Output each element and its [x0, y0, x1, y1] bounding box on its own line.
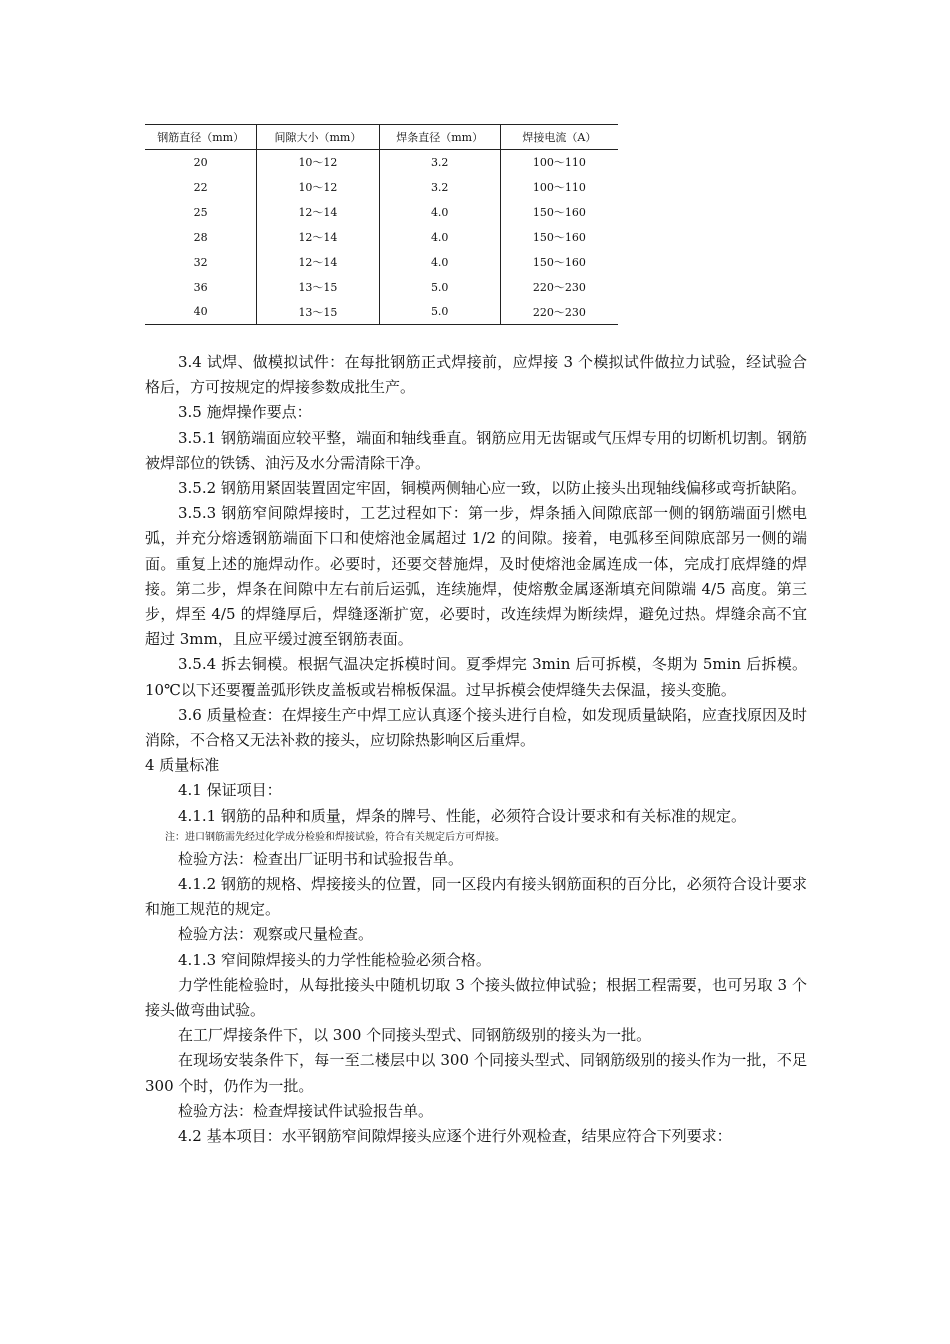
table-cell: 4.0 — [379, 200, 500, 225]
section-4-1-heading: 4.1 保证项目： — [178, 781, 282, 800]
inspection-method-1: 检验方法：检查出厂证明书和试验报告单。 — [178, 849, 464, 868]
section-3-5-3-process: 3.5.3 钢筋窄间隙焊接时，工艺过程如下：第一步，焊条插入间隙底部一侧的钢筋端面引燃电弧，并充分熔透钢筋端面下口和使熔池金属超过 1/2 的间隙。接着，电弧移至间隙底部另一侧的端面。重复上述的施焊动作。必要时，还要交替施焊，及时使熔池金属连成一体，完成打底焊缝的焊接。第二步，焊条在间隙中左右前后运弧，连续施焊，使熔敷金属逐渐填充间隙端 4/5 高度。第三步，焊至 4/5 的焊缝厚后，焊缝逐渐扩宽，必要时，改连续焊为断续焊，避免过热。焊缝余高不宜超过 3mm，且应平缓过渡至钢筋表面。 — [145, 504, 807, 649]
section-3-5-1-bar-end: 3.5.1 钢筋端面应较平整，端面和轴线垂直。钢筋应用无齿锯或气压焊专用的切断机切割。钢筋被焊部位的铁锈、油污及水分需清除干净。 — [145, 428, 807, 472]
table-cell: 12～14 — [257, 225, 379, 250]
header-bar-diameter: 钢筋直径（mm） — [145, 125, 257, 150]
factory-batch-paragraph: 在工厂焊接条件下，以 300 个同接头型式、同钢筋级别的接头为一批。 — [178, 1026, 652, 1045]
table-cell: 12～14 — [257, 250, 379, 275]
body-text — [145, 350, 807, 1149]
table-cell: 100～110 — [500, 150, 618, 175]
section-4-1-1-materials: 4.1.1 钢筋的品种和质量，焊条的牌号、性能，必须符合设计要求和有关标准的规定。 — [178, 806, 746, 825]
mechanical-test-paragraph: 力学性能检验时，从每批接头中随机切取 3 个接头做拉伸试验；根据工程需要，也可另取 3 个接头做弯曲试验。 — [145, 975, 807, 1020]
table-cell: 3.2 — [379, 150, 500, 175]
table-cell: 28 — [193, 230, 208, 244]
section-4-1-2-specification: 4.1.2 钢筋的规格、焊接接头的位置，同一区段内有接头钢筋面积的百分比，必须符合设计要求和施工规范的规定。 — [145, 875, 807, 919]
table-cell: 13～15 — [257, 275, 379, 300]
table-row — [145, 150, 618, 175]
table-cell: 20 — [193, 155, 208, 169]
section-3-5-heading: 3.5 施焊操作要点： — [178, 403, 312, 422]
section-3-5-2-clamping: 3.5.2 钢筋用紧固装置固定牢固，铜模两侧轴心应一致，以防止接头出现轴线偏移或弯折缺陷。 — [178, 479, 806, 498]
table-row — [145, 200, 618, 225]
table-cell: 5.0 — [379, 275, 500, 300]
table-cell: 40 — [145, 300, 257, 325]
section-4-1-3-mechanical: 4.1.3 窄间隙焊接头的力学性能检验必须合格。 — [178, 950, 491, 969]
table-cell: 10～12 — [257, 150, 379, 175]
table-cell: 22 — [193, 180, 208, 194]
table-cell: 220～230 — [500, 300, 618, 325]
table-cell: 150～160 — [500, 250, 618, 275]
table-cell: 5.0 — [379, 300, 500, 325]
section-3-6-quality-check: 3.6 质量检查：在焊接生产中焊工应认真逐个接头进行自检，如发现质量缺陷，应查找原因及时消除，不合格又无法补救的接头，应切除热影响区后重焊。 — [145, 705, 807, 750]
table-cell: 12～14 — [257, 200, 379, 225]
table-row — [145, 300, 618, 325]
section-4-2-basic-items: 4.2 基本项目：水平钢筋窄间隙焊接头应逐个进行外观检查，结果应符合下列要求： — [178, 1127, 732, 1146]
table-cell: 4.0 — [379, 225, 500, 250]
inspection-method-3: 检验方法：检查焊接试件试验报告单。 — [178, 1101, 434, 1120]
table-cell: 36 — [193, 280, 208, 294]
table-cell: 13～15 — [257, 300, 379, 325]
site-batch-paragraph: 在现场安装条件下，每一至二楼层中以 300 个同接头型式、同钢筋级别的接头作为一批，不足 300 个时，仍作为一批。 — [145, 1051, 807, 1095]
table-cell: 4.0 — [379, 250, 500, 275]
table-cell: 220～230 — [500, 275, 618, 300]
table-header-row — [145, 125, 618, 150]
section-4-heading: 4 质量标准 — [145, 756, 220, 775]
import-steel-note: 注：进口钢筋需先经过化学成分检验和焊接试验，符合有关规定后方可焊接。 — [165, 831, 505, 843]
table-row — [145, 250, 618, 275]
welding-parameter-table — [145, 124, 618, 325]
table-row — [145, 175, 618, 200]
header-electrode-diameter: 焊条直径（mm） — [379, 125, 500, 150]
header-welding-current: 焊接电流（A） — [500, 125, 618, 150]
table-row — [145, 275, 618, 300]
table-cell: 3.2 — [379, 175, 500, 200]
inspection-method-2: 检验方法：观察或尺量检查。 — [178, 925, 374, 944]
table-cell: 32 — [193, 255, 208, 269]
table-cell: 10～12 — [257, 175, 379, 200]
section-3-4-trial-welding: 3.4 试焊、做模拟试件：在每批钢筋正式焊接前，应焊接 3 个模拟试件做拉力试验，经试验合格后，方可按规定的焊接参数成批生产。 — [145, 353, 807, 397]
table-cell: 150～160 — [500, 200, 618, 225]
table-cell: 150～160 — [500, 225, 618, 250]
table-cell: 100～110 — [500, 175, 618, 200]
section-3-5-4-remove-mold: 3.5.4 拆去铜模。根据气温决定拆模时间。夏季焊完 3min 后可拆模，冬期为 5min 后拆模。10℃以下还要覆盖弧形铁皮盖板或岩棉板保温。过早拆模会使焊缝失去保温，接头变脆。 — [145, 655, 807, 699]
table-row — [145, 225, 618, 250]
header-gap-size: 间隙大小（mm） — [257, 125, 379, 150]
table-cell: 25 — [193, 205, 208, 219]
